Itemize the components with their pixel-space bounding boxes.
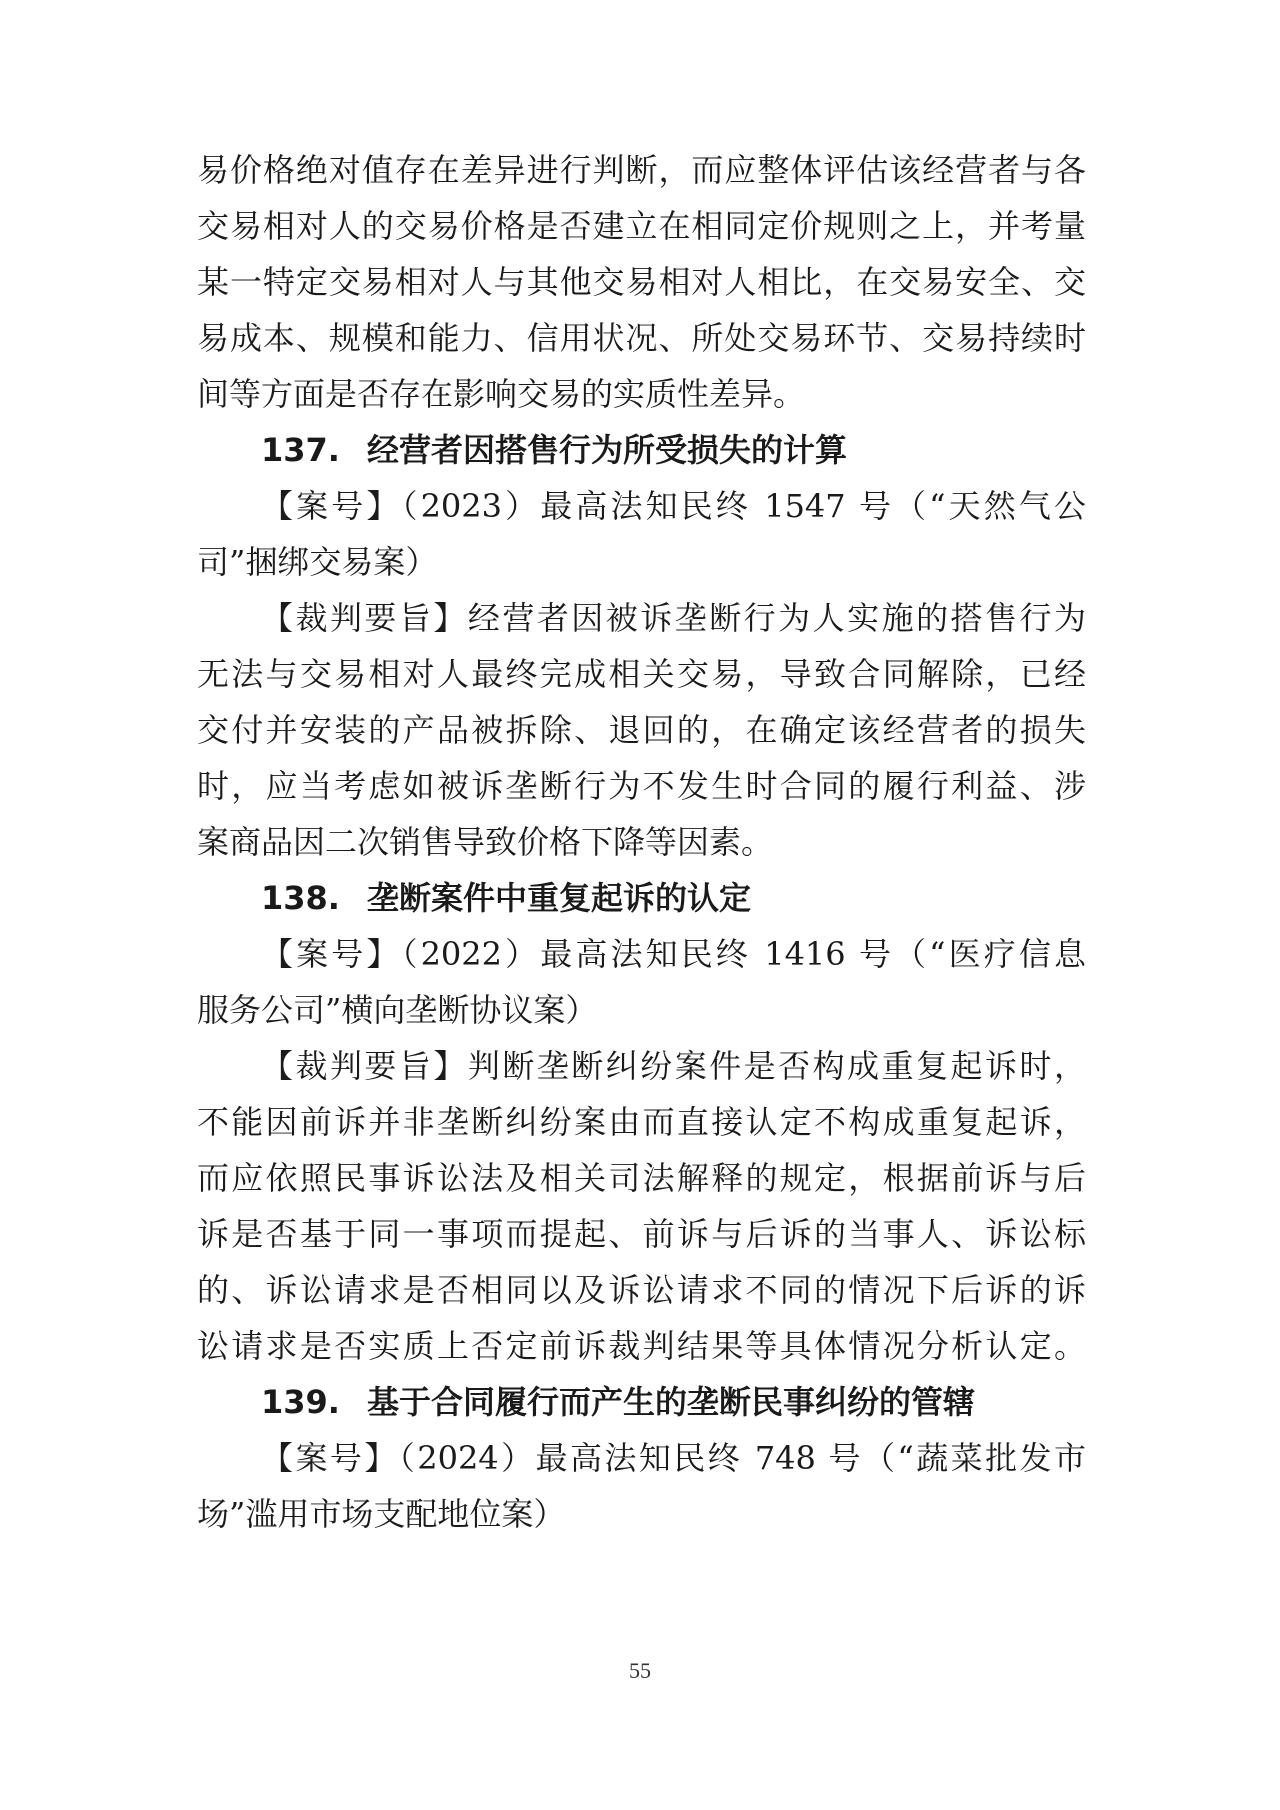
case-number-line: 服务公司”横向垄断协议案） [197,991,598,1029]
body-line: 间等方面是否存在影响交易的实质性差异。 [197,375,806,413]
section-heading-138 [197,870,1086,926]
case-number-line: 【案号】（2023）最高法知民终 1547 号（“天然气公 [261,487,1086,525]
gist-line: 不能因前诉并非垄断纠纷案由而直接认定不构成重复起诉， [197,1103,1086,1141]
page-number: 55 [629,1658,651,1683]
gist-line: 而应依照民事诉讼法及相关司法解释的规定，根据前诉与后 [197,1159,1086,1197]
section-title: 垄断案件中重复起诉的认定 [367,879,752,917]
body-line: 易成本、规模和能力、信用状况、所处交易环节、交易持续时 [197,319,1086,357]
body-line: 易价格绝对值存在差异进行判断，而应整体评估该经营者与各 [197,151,1086,189]
body-line: 交易相对人的交易价格是否建立在相同定价规则之上，并考量 [197,207,1086,245]
section-number: 137. [261,431,340,469]
section-title: 基于合同履行而产生的垄断民事纠纷的管辖 [367,1383,976,1421]
gist-line: 时，应当考虑如被诉垄断行为不发生时合同的履行利益、涉 [197,767,1086,805]
case-number-line: 【案号】（2022）最高法知民终 1416 号（“医疗信息 [261,935,1086,973]
case-number-line: 司”捆绑交易案） [197,543,438,581]
gist-line: 【裁判要旨】判断垄断纠纷案件是否构成重复起诉时， [261,1047,1086,1085]
section-heading-137 [197,422,1086,478]
body-line: 某一特定交易相对人与其他交易相对人相比，在交易安全、交 [197,263,1086,301]
gist-line: 的、诉讼请求是否相同以及诉讼请求不同的情况下后诉的诉 [197,1271,1086,1309]
gist-line: 案商品因二次销售导致价格下降等因素。 [197,823,774,861]
section-title: 经营者因搭售行为所受损失的计算 [367,431,848,469]
section-number: 139. [261,1383,340,1421]
gist-line: 【裁判要旨】经营者因被诉垄断行为人实施的搭售行为 [261,599,1086,637]
gist-line: 交付并安装的产品被拆除、退回的，在确定该经营者的损失 [197,711,1086,749]
case-number-line: 【案号】（2024）最高法知民终 748 号（“蔬菜批发市 [261,1439,1086,1477]
section-heading-139 [197,1374,1086,1430]
page-body [197,142,1086,1542]
gist-line: 诉是否基于同一事项而提起、前诉与后诉的当事人、诉讼标 [197,1215,1086,1253]
gist-line: 讼请求是否实质上否定前诉裁判结果等具体情况分析认定。 [197,1327,1086,1365]
case-number-line: 场”滥用市场支配地位案） [197,1495,566,1533]
section-number: 138. [261,879,340,917]
gist-line: 无法与交易相对人最终完成相关交易，导致合同解除，已经 [197,655,1086,693]
